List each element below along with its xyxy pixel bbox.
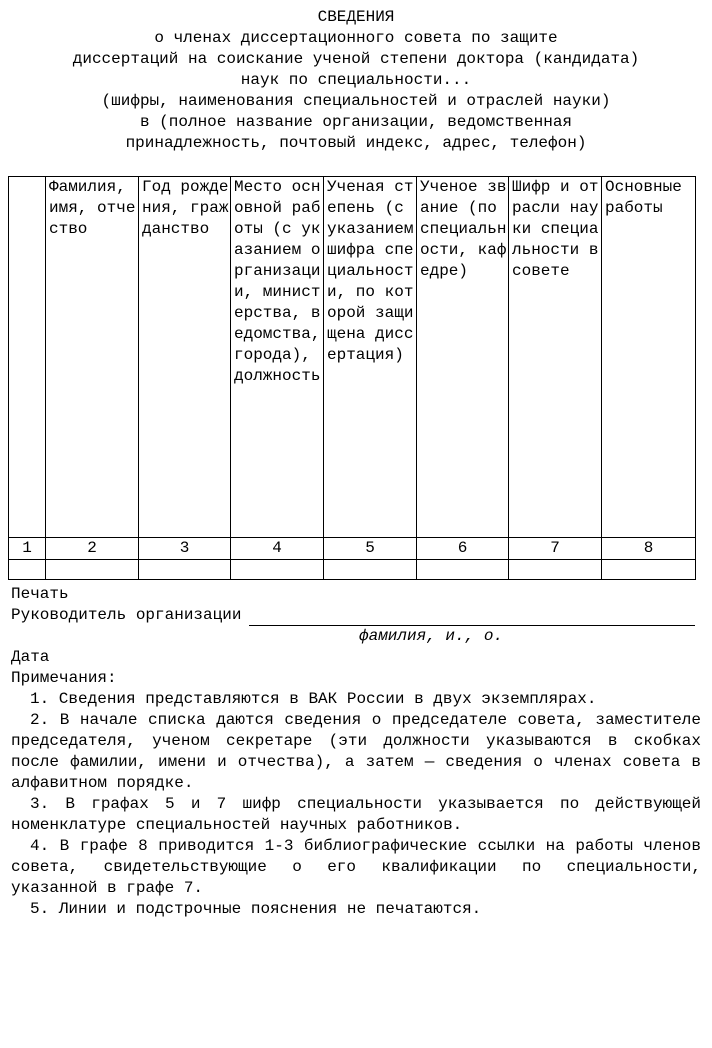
notes-title: Примечания: <box>11 669 117 687</box>
table-cell <box>417 560 509 580</box>
note-item: 2. В начале списка даются сведения о председателе совета, заместителе председателя, ученом секретаре (эти должности указываются в скобках после фамилии, имени и отчества), а затем — сведения о членах совета в алфавитном порядке. <box>11 711 701 792</box>
table-cell <box>9 560 46 580</box>
column-header-title: Ученое звание (по специальности, кафедре) <box>417 177 509 538</box>
column-number: 5 <box>324 538 417 560</box>
column-header-specialty: Шифр и отрасли науки специальности в совете <box>509 177 602 538</box>
header-line: в (полное название организации, ведомственная <box>139 113 573 131</box>
column-number: 2 <box>46 538 139 560</box>
note-item: 3. В графах 5 и 7 шифр специальности указывается по действующей номенклатуре специальностей научных работников. <box>11 795 701 834</box>
header-line: (шифры, наименования специальностей и отраслей науки) <box>101 92 611 110</box>
table-cell <box>602 560 696 580</box>
table-cell <box>139 560 231 580</box>
document-footer <box>11 584 701 920</box>
signature-line <box>11 605 701 626</box>
stamp-label: Печать <box>11 585 69 603</box>
column-number: 7 <box>509 538 602 560</box>
column-number: 8 <box>602 538 696 560</box>
members-table <box>8 176 696 580</box>
column-header-degree: Ученая степень (с указанием шифра специальности, по которой защищена диссертация) <box>324 177 417 538</box>
table-cell <box>324 560 417 580</box>
column-header-name: Фамилия, имя, отчество <box>46 177 139 538</box>
head-label: Руководитель организации <box>11 606 242 624</box>
column-header-works: Основные работы <box>602 177 696 538</box>
header-line: диссертаций на соискание ученой степени доктора (кандидата) <box>72 50 640 68</box>
document-title: СВЕДЕНИЯ <box>317 8 395 26</box>
column-number: 6 <box>417 538 509 560</box>
note-item: 5. Линии и подстрочные пояснения не печатаются. <box>30 900 482 918</box>
signature-caption: фамилия, и., о. <box>359 627 504 645</box>
table-header-row <box>9 177 696 538</box>
header-line: принадлежность, почтовый индекс, адрес, телефон) <box>125 134 587 152</box>
note-item: 1. Сведения представляются в ВАК России в двух экземплярах. <box>30 690 597 708</box>
document-header <box>0 7 712 154</box>
table-cell <box>231 560 324 580</box>
column-header-birth: Год рождения, гражданство <box>139 177 231 538</box>
table-cell <box>509 560 602 580</box>
table-cell <box>46 560 139 580</box>
column-header-index <box>9 177 46 538</box>
column-number: 3 <box>139 538 231 560</box>
date-label: Дата <box>11 648 50 666</box>
header-line: наук по специальности... <box>240 71 472 89</box>
table-row <box>9 560 696 580</box>
header-line: о членах диссертационного совета по защите <box>154 29 558 47</box>
column-header-workplace: Место основной работы (с указанием организации, министерства, ведомства, города), должность <box>231 177 324 538</box>
note-item: 4. В графе 8 приводится 1-3 библиографические ссылки на работы членов совета, свидетельствующие о его квалификации по специальности, указанной в графе 7. <box>11 837 701 897</box>
column-number: 1 <box>9 538 46 560</box>
signature-underline <box>249 611 695 626</box>
column-number-row <box>9 538 696 560</box>
column-number: 4 <box>231 538 324 560</box>
